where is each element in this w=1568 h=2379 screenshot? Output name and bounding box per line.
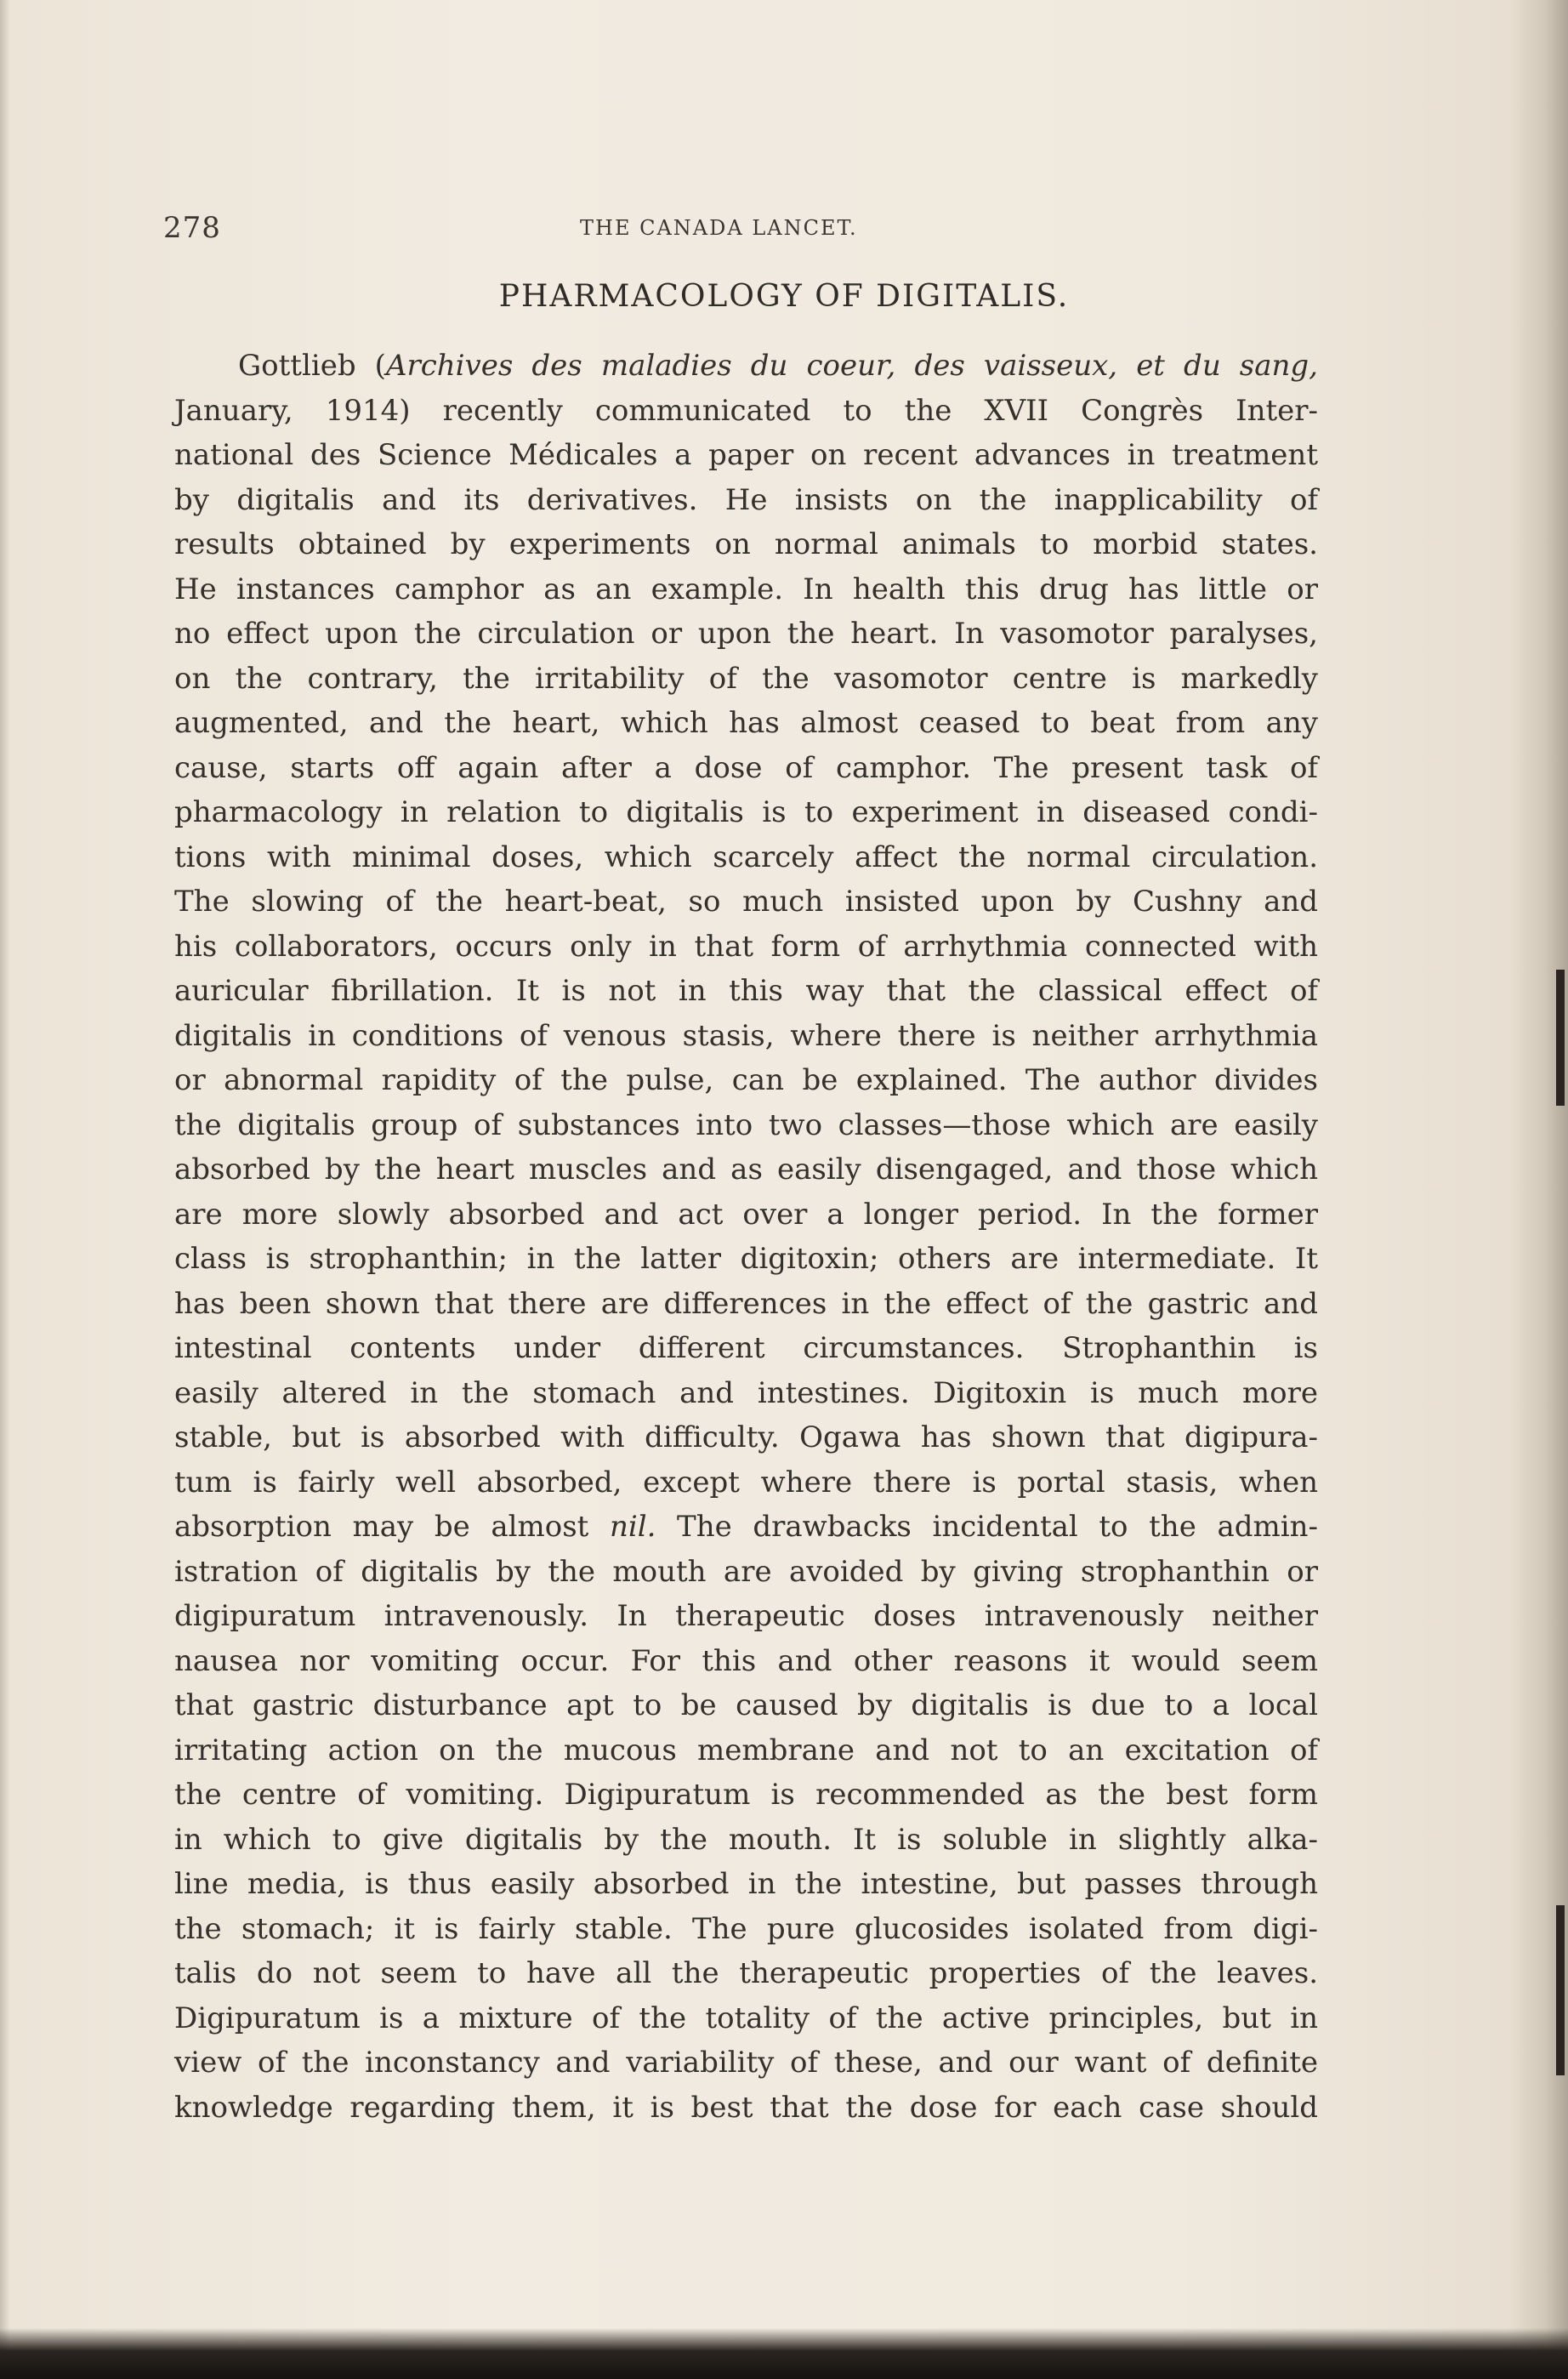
text-line	[174, 567, 1318, 612]
text-run: absorption may be almost	[174, 1510, 610, 1544]
article-title: PHARMACOLOGY OF DIGITALIS.	[498, 279, 1070, 314]
text-line	[174, 835, 1318, 880]
text-line	[174, 1415, 1318, 1460]
text-run: national des Science Médicales a paper on recent advances in treatment	[174, 438, 1318, 472]
text-line	[174, 2040, 1318, 2086]
page-gutter-shadow	[0, 0, 10, 2379]
text-run: nausea nor vomiting occur. For this and other reasons it would seem	[174, 1643, 1318, 1678]
text-line	[174, 1683, 1318, 1728]
text-line	[174, 1505, 1318, 1550]
article-body	[174, 344, 1318, 2130]
text-run: auricular fibrillation. It is not in this way that the classical effect of	[174, 974, 1318, 1008]
text-run: augmented, and the heart, which has almost ceased to beat from any	[174, 706, 1318, 740]
text-line	[174, 1773, 1318, 1818]
text-run: The drawbacks incidental to the admin-	[656, 1510, 1318, 1544]
text-run: no effect upon the circulation or upon the heart. In vasomotor paralyses,	[174, 617, 1318, 651]
text-run: view of the inconstancy and variability of these, and our want of definite	[174, 2046, 1318, 2080]
text-run: the stomach; it is fairly stable. The pure glucosides isolated from digi-	[174, 1911, 1318, 1946]
text-run: istration of digitalis by the mouth are avoided by giving strophanthin or	[174, 1554, 1318, 1589]
text-line	[174, 969, 1318, 1014]
text-run: easily altered in the stomach and intestines. Digitoxin is much more	[174, 1375, 1318, 1410]
text-run: cause, starts off again after a dose of camphor. The present task of	[174, 750, 1318, 785]
text-run: are more slowly absorbed and act over a longer period. In the former	[174, 1197, 1318, 1232]
text-line	[174, 1237, 1318, 1282]
text-line	[174, 2086, 1318, 2131]
text-run: the centre of vomiting. Digipuratum is recommended as the best form	[174, 1778, 1318, 1812]
text-line	[174, 657, 1318, 702]
text-line	[174, 389, 1318, 434]
text-line	[174, 1728, 1318, 1773]
page-number: 278	[163, 211, 221, 245]
text-run: Gottlieb (	[238, 349, 386, 383]
text-line	[174, 1371, 1318, 1416]
text-run: absorbed by the heart muscles and as easily disengaged, and those which	[174, 1153, 1318, 1187]
text-line	[174, 433, 1318, 478]
text-run: his collaborators, occurs only in that form of arrhythmia connected with	[174, 929, 1318, 964]
text-run: results obtained by experiments on normal animals to morbid states.	[174, 527, 1318, 561]
running-head	[163, 211, 1337, 245]
text-line	[174, 1996, 1318, 2041]
page-edge-mark-upper	[1556, 970, 1565, 1106]
text-run: talis do not seem to have all the therapeutic properties of the leaves.	[174, 1956, 1318, 1990]
text-line	[174, 1951, 1318, 1996]
text-run: knowledge regarding them, it is best that the dose for each case should	[174, 2090, 1318, 2125]
text-line	[174, 1550, 1318, 1595]
text-line	[174, 1862, 1318, 1907]
text-run: stable, but is absorbed with difficulty. Ogawa has shown that digipura-	[174, 1420, 1318, 1454]
text-run: by digitalis and its derivatives. He insists on the inapplicability of	[174, 482, 1318, 517]
text-line	[174, 1594, 1318, 1639]
text-run: line media, is thus easily absorbed in the intestine, but passes through	[174, 1867, 1318, 1901]
text-run: pharmacology in relation to digitalis is to experiment in diseased condi-	[174, 795, 1318, 829]
text-line	[174, 1907, 1318, 1952]
text-line	[174, 1460, 1318, 1505]
text-run: The slowing of the heart-beat, so much insisted upon by Cushny and	[174, 885, 1318, 919]
text-line	[174, 925, 1318, 970]
text-run: He instances camphor as an example. In health this drug has little or	[174, 572, 1318, 606]
text-line	[174, 879, 1318, 925]
text-line	[174, 522, 1318, 567]
text-run: digitalis in conditions of venous stasis, where there is neither arrhythmia	[174, 1018, 1318, 1053]
text-line	[174, 1818, 1318, 1863]
text-line	[174, 701, 1318, 746]
page-bottom-edge	[0, 2328, 1568, 2379]
text-run: that gastric disturbance apt to be caused by digitalis is due to a local	[174, 1688, 1318, 1722]
text-run: tions with minimal doses, which scarcely affect the normal circulation.	[174, 839, 1318, 874]
italic-run: nil.	[609, 1510, 656, 1544]
text-line	[174, 612, 1318, 657]
text-line	[174, 1192, 1318, 1238]
page-edge-mark-lower	[1556, 1905, 1565, 2075]
text-run: has been shown that there are differences in the effect of the gastric and	[174, 1286, 1318, 1321]
text-run: or abnormal rapidity of the pulse, can be explained. The author divides	[174, 1063, 1318, 1097]
text-line	[174, 1058, 1318, 1103]
text-line	[174, 746, 1318, 791]
text-line	[174, 344, 1318, 389]
text-line	[174, 1326, 1318, 1371]
text-line	[174, 1014, 1318, 1059]
text-run: Digipuratum is a mixture of the totality of the active principles, but in	[174, 2001, 1318, 2035]
text-run: the digitalis group of substances into two classes—those which are easily	[174, 1107, 1318, 1142]
text-run: January, 1914) recently communicated to the XVII Congrès Inter-	[174, 393, 1318, 428]
text-run: on the contrary, the irritability of the vasomotor centre is markedly	[174, 661, 1318, 696]
text-run: in which to give digitalis by the mouth. It is soluble in slightly alka-	[174, 1822, 1318, 1857]
text-line	[174, 1147, 1318, 1192]
journal-title: THE CANADA LANCET.	[580, 216, 858, 240]
text-line	[174, 1639, 1318, 1684]
text-line	[174, 1103, 1318, 1148]
text-run: digipuratum intravenously. In therapeutic doses intravenously neither	[174, 1599, 1318, 1633]
italic-run: Archives des maladies du coeur, des vaisseux, et du sang,	[385, 349, 1318, 383]
text-run: intestinal contents under different circumstances. Strophanthin is	[174, 1331, 1318, 1365]
text-run: tum is fairly well absorbed, except where there is portal stasis, when	[174, 1465, 1318, 1500]
text-run: irritating action on the mucous membrane and not to an excitation of	[174, 1733, 1318, 1767]
text-line	[174, 790, 1318, 835]
text-line	[174, 478, 1318, 523]
text-line	[174, 1282, 1318, 1327]
text-run: class is strophanthin; in the latter digitoxin; others are intermediate. It	[174, 1242, 1318, 1276]
